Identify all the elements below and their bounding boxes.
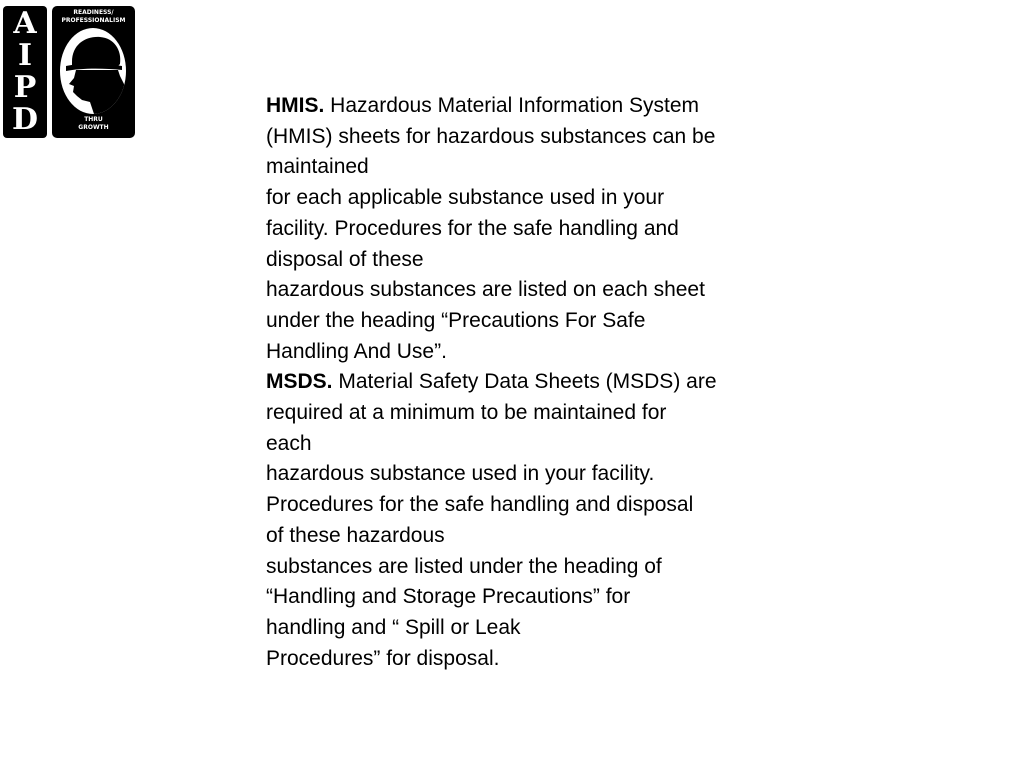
hmis-line-5: facility. Procedures for the safe handling and: [266, 216, 679, 240]
hmis-line-6: disposal of these: [266, 247, 424, 271]
msds-line-9: handling and “ Spill or Leak: [266, 615, 521, 639]
msds-line-4: hazardous substance used in your facility.: [266, 462, 655, 486]
logo-top-line-2: PROFESSIONALISM: [61, 17, 126, 24]
logo-bottom-line-1: THRU: [84, 116, 103, 123]
logo-letter-p: P: [13, 70, 37, 105]
msds-heading: MSDS.: [266, 370, 333, 394]
logo-bottom-line-2: GROWTH: [78, 124, 109, 131]
msds-line-1: Material Safety Data Sheets (MSDS) are: [332, 370, 717, 394]
logo-letter-d: D: [11, 102, 38, 137]
logo-emblem-panel: [52, 6, 135, 138]
hmis-line-4: for each applicable substance used in your: [266, 186, 665, 210]
logo-letter-i: I: [17, 38, 33, 73]
msds-paragraph: [266, 367, 766, 674]
logo-letter-a: A: [13, 6, 37, 41]
logo-top-line-1: READINESS/: [73, 9, 114, 16]
document-body: [266, 91, 766, 674]
msds-line-6: of these hazardous: [266, 523, 445, 547]
hmis-line-3: maintained: [266, 155, 369, 179]
msds-line-8: “Handling and Storage Precautions” for: [266, 585, 631, 609]
msds-line-3: each: [266, 431, 312, 455]
msds-line-7: substances are listed under the heading of: [266, 554, 662, 578]
aipd-logo: [3, 6, 135, 138]
msds-line-5: Procedures for the safe handling and disposal: [266, 493, 694, 517]
text-line: [266, 91, 766, 122]
msds-line-2: required at a minimum to be maintained for: [266, 401, 667, 425]
hmis-line-2: (HMIS) sheets for hazardous substances can be: [266, 124, 716, 148]
logo-letter-column: [3, 6, 47, 138]
logo-oval: [60, 28, 126, 114]
logo-bottom-text: [52, 116, 135, 132]
hmis-paragraph: [266, 91, 766, 367]
hmis-line-1: Hazardous Material Information System: [324, 94, 699, 117]
soldier-helmet-silhouette-icon: [60, 28, 126, 114]
hmis-heading: HMIS.: [266, 94, 325, 117]
text-line: [266, 367, 766, 398]
hmis-line-9: Handling And Use”.: [266, 339, 447, 363]
hmis-line-8: under the heading “Precautions For Safe: [266, 308, 646, 332]
msds-line-10: Procedures” for disposal.: [266, 646, 500, 670]
logo-top-text: [52, 9, 135, 25]
hmis-line-7: hazardous substances are listed on each sheet: [266, 278, 705, 302]
